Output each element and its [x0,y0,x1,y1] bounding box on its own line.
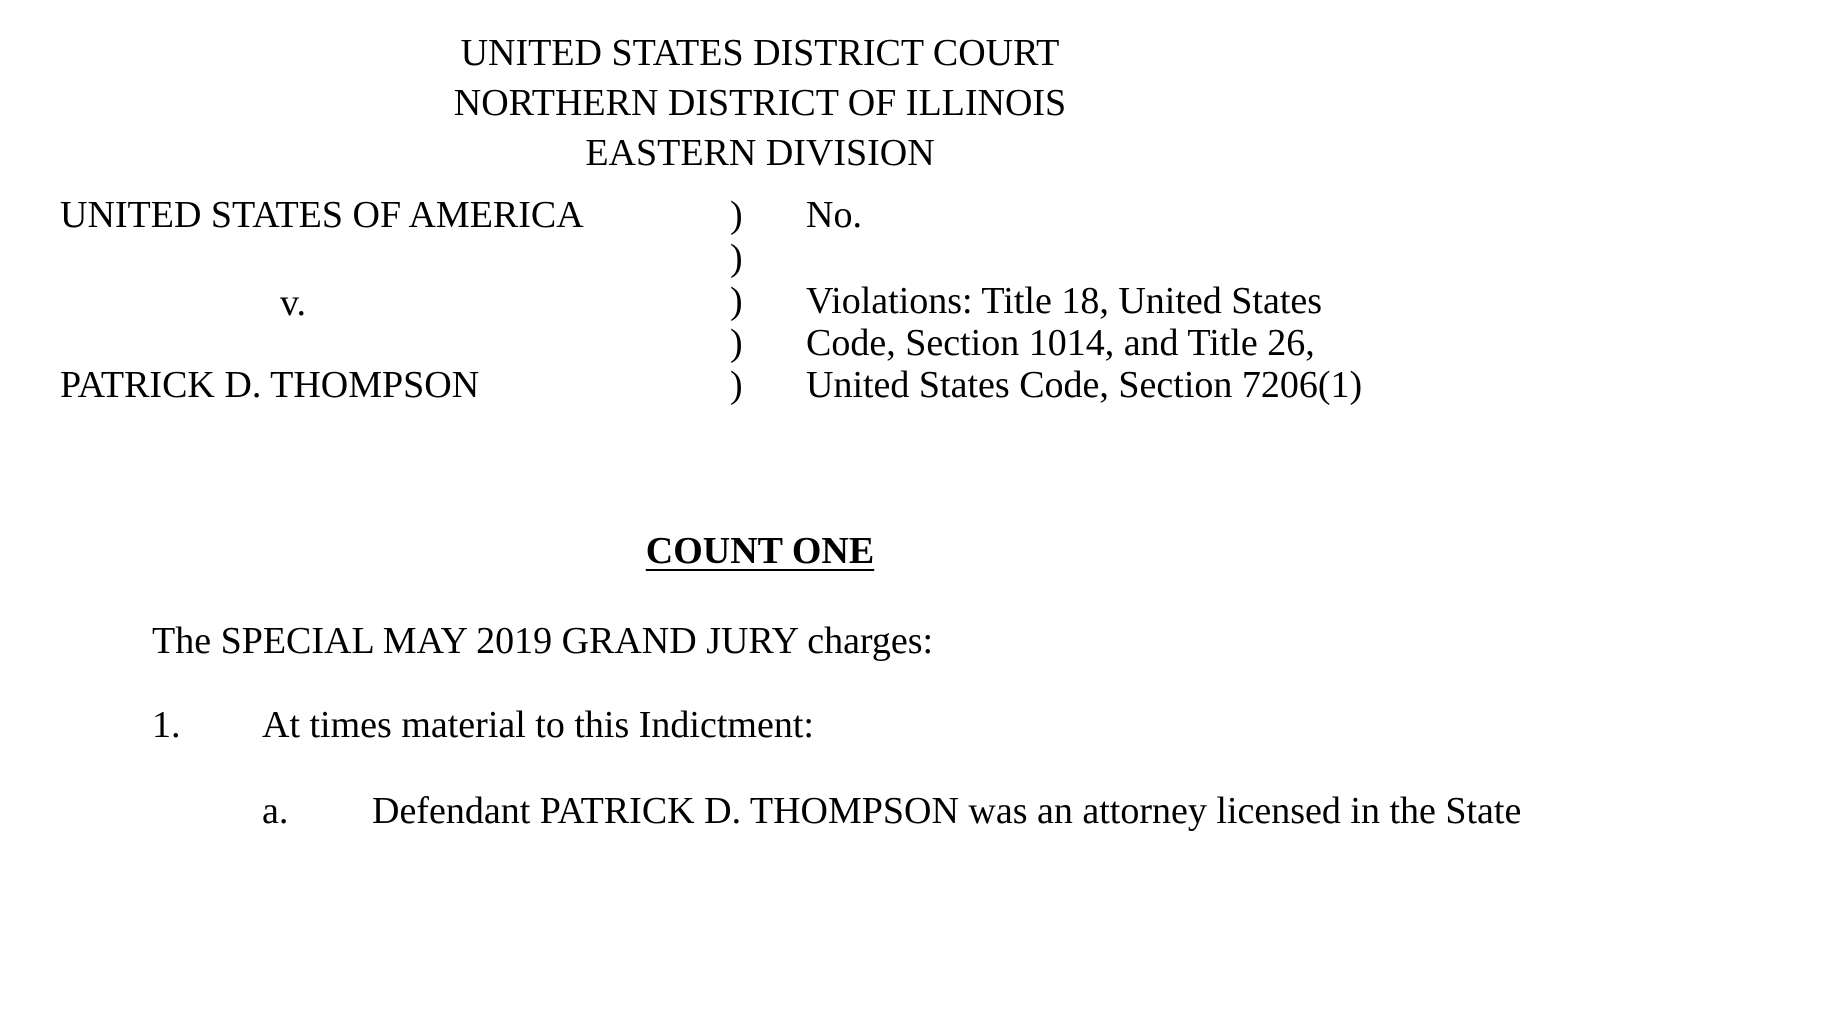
count-title: COUNT ONE [645,530,875,572]
case-number-label: No. [806,194,862,236]
court-district: NORTHERN DISTRICT OF ILLINOIS [453,82,1067,124]
court-header [0,28,1520,178]
court-name: UNITED STATES DISTRICT COURT [460,32,1060,74]
court-division: EASTERN DIVISION [585,132,935,174]
violations-line: Violations: Title 18, United States [806,280,1323,322]
caption-plaintiff: UNITED STATES OF AMERICA [60,194,584,236]
paragraph-text: At times material to this Indictment: [262,704,814,746]
caption-paren: ) [730,280,743,322]
violations-line: Code, Section 1014, and Title 26, [806,322,1315,364]
caption-paren: ) [730,237,743,279]
paragraph-number: 1. [152,704,181,746]
caption-defendant: PATRICK D. THOMPSON [60,364,480,406]
caption-paren: ) [730,194,743,236]
grand-jury-intro: The SPECIAL MAY 2019 GRAND JURY charges: [152,620,934,662]
caption-paren: ) [730,364,743,406]
violations-line: United States Code, Section 7206(1) [806,364,1363,406]
subparagraph-letter: a. [262,790,289,832]
caption-versus: v. [280,282,307,324]
subparagraph-text: Defendant PATRICK D. THOMPSON was an attorney licensed in the State [372,790,1522,832]
caption-paren: ) [730,322,743,364]
